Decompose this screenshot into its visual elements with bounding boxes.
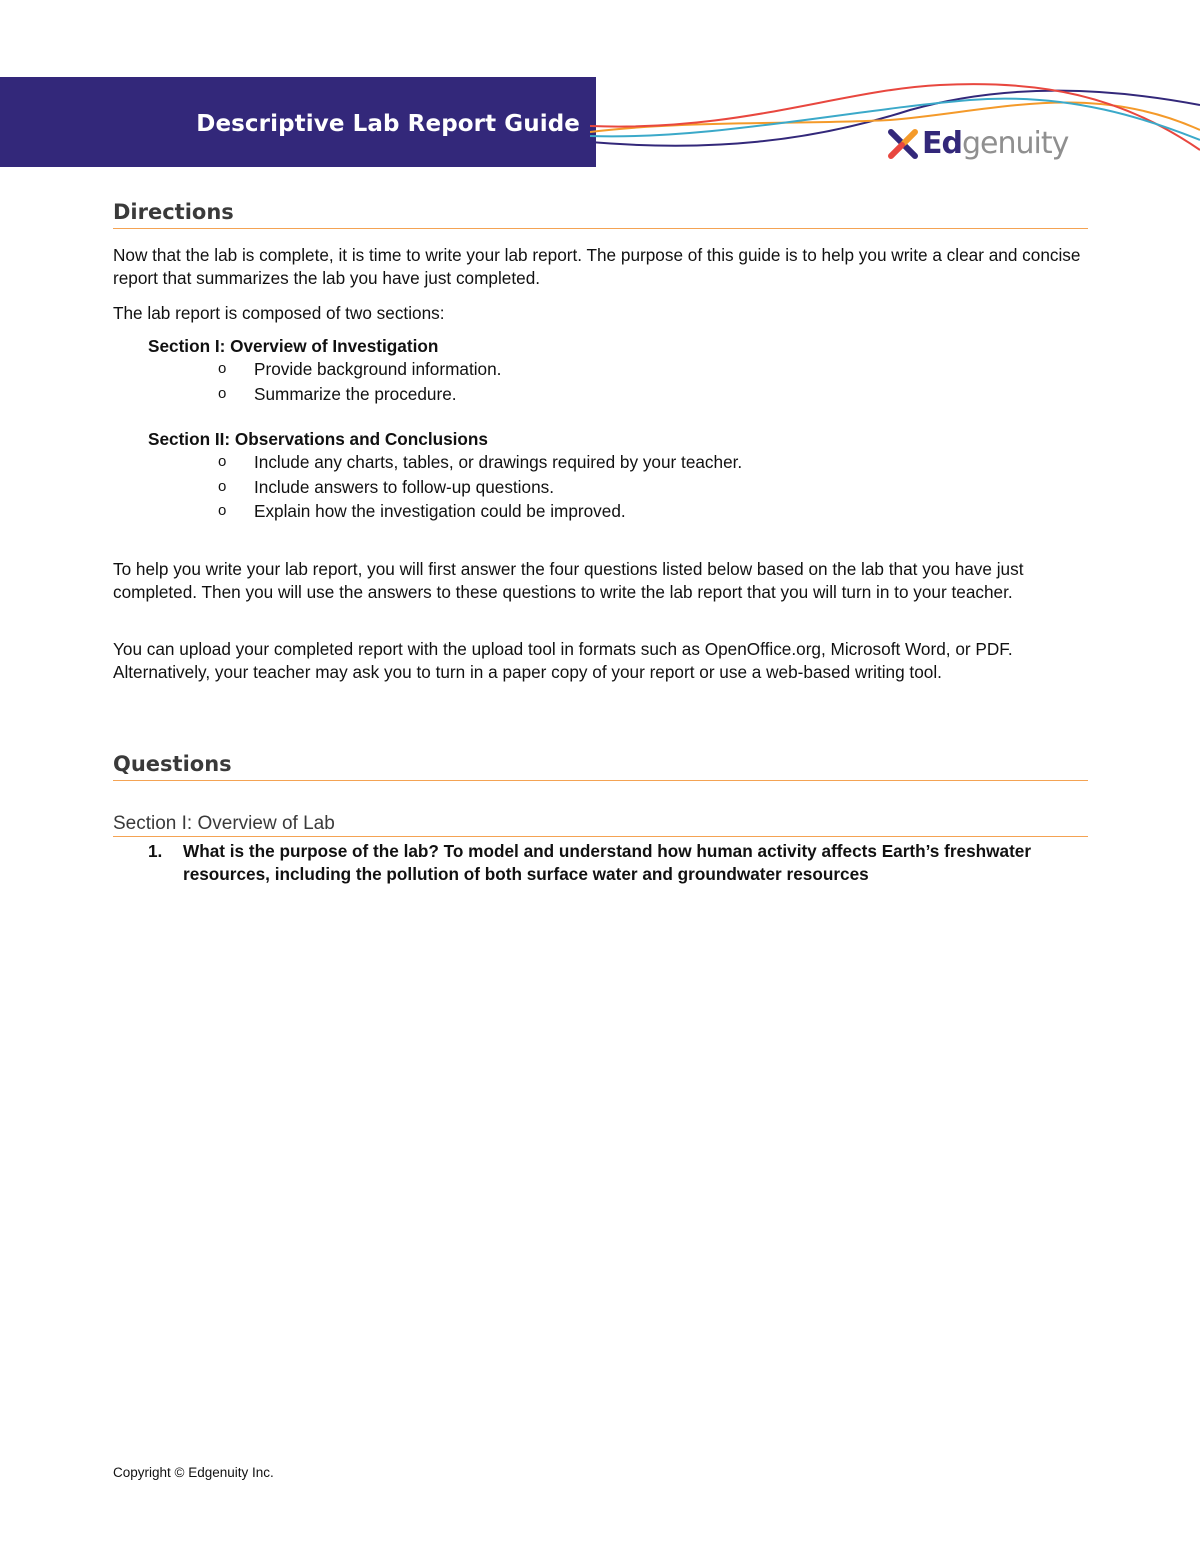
composition-text: The lab report is composed of two sections: — [113, 303, 445, 323]
questions-heading: Questions — [113, 752, 1088, 781]
list-item: o Summarize the procedure. — [218, 382, 501, 407]
copyright-footer: Copyright © Edgenuity Inc. — [113, 1465, 274, 1480]
bullet-icon: o — [218, 453, 227, 470]
list-item: o Include answers to follow-up questions. — [218, 475, 742, 500]
section1-list — [218, 357, 501, 406]
section1-title: Section I: Overview of Investigation — [148, 336, 439, 356]
help-paragraph: To help you write your lab report, you will first answer the four questions listed below based on the lab that you have just completed. Then you will use the answers to these questions to write the lab report that you will turn in to your teacher. — [113, 559, 1024, 602]
bullet-icon: o — [218, 360, 227, 377]
section2-title: Section II: Observations and Conclusions — [148, 429, 488, 449]
header-banner — [0, 77, 596, 167]
questions-section-title: Section I: Overview of Lab — [113, 813, 1088, 837]
upload-paragraph: You can upload your completed report with the upload tool in formats such as OpenOffice.org, Microsoft Word, or PDF. Alternatively, your teacher may ask you to turn in a paper copy of your report or use a web-based writing tool. — [113, 639, 1013, 682]
logo-wordmark: Edgenuity — [922, 126, 1069, 161]
directions-heading: Directions — [113, 200, 1088, 229]
document-title: Descriptive Lab Report Guide — [196, 111, 580, 137]
list-item: o Provide background information. — [218, 357, 501, 382]
edgenuity-logo — [886, 124, 1068, 164]
question-text: What is the purpose of the lab? To model and understand how human activity affects Earth’s freshwater resources, including the pollution of both surface water and groundwater resources — [183, 841, 1032, 884]
list-item: o Explain how the investigation could be improved. — [218, 499, 742, 524]
bullet-icon: o — [218, 502, 227, 519]
question-number: 1. — [148, 841, 163, 861]
bullet-icon: o — [218, 477, 227, 495]
list-item: o Include any charts, tables, or drawings required by your teacher. — [218, 450, 742, 475]
section2-list — [218, 450, 742, 524]
directions-intro: Now that the lab is complete, it is time to write your lab report. The purpose of this guide is to help you write a clear and concise report that summarizes the lab you have just completed. — [113, 245, 1081, 288]
edgenuity-x-logo-icon — [886, 127, 920, 161]
question-item — [148, 840, 1083, 885]
bullet-icon: o — [218, 384, 227, 402]
